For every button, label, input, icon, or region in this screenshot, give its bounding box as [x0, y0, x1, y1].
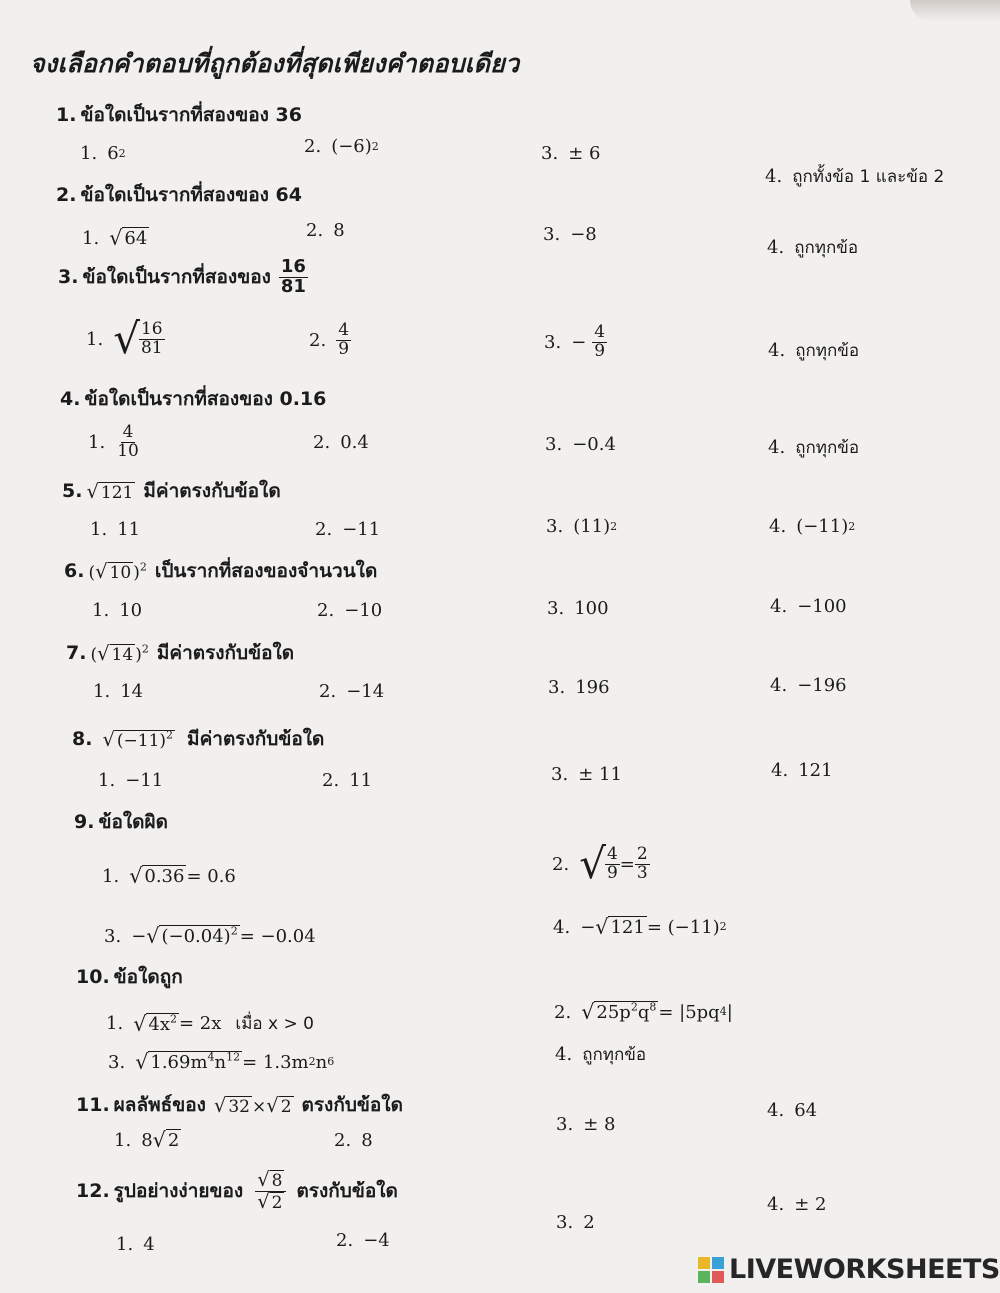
q12-option-4[interactable]: 4. ± 2 [767, 1194, 827, 1215]
q12-option-1[interactable]: 1. 4 [116, 1234, 155, 1255]
question-10: 10. ข้อใดถูก [76, 966, 183, 988]
question-1: 1. ข้อใดเป็นรากที่สองของ 36 [56, 104, 302, 126]
q4-option-3[interactable]: 3. −0.4 [545, 434, 616, 455]
page-title: จงเลือกคำตอบที่ถูกต้องที่สุดเพียงคำตอบเดียว [30, 49, 520, 78]
q3-option-2[interactable]: 2. $\frac{4}{9}$ [309, 320, 350, 359]
q5-option-3[interactable]: 3. (11) 2 [546, 516, 618, 537]
liveworksheets-logo [698, 1254, 1000, 1285]
question-9: 9. ข้อใดผิด [74, 811, 168, 833]
q8-option-3[interactable]: 3. ± 11 [551, 764, 622, 785]
q12-option-2[interactable]: 2. −4 [336, 1230, 390, 1251]
q9-option-2[interactable]: 2. √ $\frac{4}{9}$ = $\frac{2}{3}$ [552, 839, 648, 888]
question-6: 6. (√ 10 )$^2$ เป็นรากที่สองของจำนวนใด [64, 559, 378, 583]
q1-option-1[interactable]: 1. 6 2 [80, 143, 126, 164]
q2-option-1[interactable]: 1. √ 64 [82, 226, 148, 250]
question-7: 7. (√ 14 )$^2$ มีค่าตรงกับข้อใด [66, 641, 295, 665]
q6-option-3[interactable]: 3. 100 [547, 598, 609, 619]
q2-option-4[interactable]: 4. ถูกทุกข้อ [767, 237, 859, 258]
q10-option-3[interactable]: 3. √ $1.69m^4n^{12}$ = 1.3m 2 n 6 [108, 1050, 335, 1074]
q11-option-2[interactable]: 2. 8 [334, 1130, 373, 1151]
q1-option-3[interactable]: 3. ± 6 [541, 143, 601, 164]
q4-option-1[interactable]: 1. $\frac{4}{10}$ [88, 422, 139, 461]
q7-option-1[interactable]: 1. 14 [93, 681, 144, 702]
q5-option-2[interactable]: 2. −11 [315, 519, 381, 540]
q11-option-3[interactable]: 3. ± 8 [556, 1114, 616, 1135]
q11-option-4[interactable]: 4. 64 [767, 1100, 818, 1121]
q5-option-4[interactable]: 4. (−11) 2 [769, 516, 856, 537]
question-12: 12. รูปอย่างง่ายของ $\frac{√ 8}{√ 2}$ ตรงกับข้อใด [76, 1168, 398, 1213]
question-4: 4. ข้อใดเป็นรากที่สองของ 0.16 [60, 388, 327, 410]
q9-option-4[interactable]: 4. − √ 121 = (−11) 2 [553, 915, 727, 939]
logo-square-2 [712, 1257, 724, 1269]
q2-option-3[interactable]: 3. −8 [543, 224, 597, 245]
q7-option-4[interactable]: 4. −196 [770, 675, 847, 696]
question-11: 11. ผลลัพธ์ของ √ 32 ×√ 2 ตรงกับข้อใด [76, 1093, 403, 1117]
logo-text: LIVEWORKSHEETS [729, 1254, 1000, 1285]
q8-option-1[interactable]: 1. −11 [98, 770, 164, 791]
q12-option-3[interactable]: 3. 2 [556, 1212, 595, 1233]
q9-option-1[interactable]: 1. √ 0.36 = 0.6 [102, 864, 236, 888]
question-2: 2. ข้อใดเป็นรากที่สองของ 64 [56, 184, 302, 206]
question-5: 5. √ 121 มีค่าตรงกับข้อใด [62, 479, 281, 503]
q3-option-4[interactable]: 4. ถูกทุกข้อ [768, 340, 860, 361]
q8-option-4[interactable]: 4. 121 [771, 760, 833, 781]
q5-option-1[interactable]: 1. 11 [90, 519, 141, 540]
q6-option-2[interactable]: 2. −10 [317, 600, 383, 621]
q4-option-4[interactable]: 4. ถูกทุกข้อ [768, 437, 860, 458]
q6-option-4[interactable]: 4. −100 [770, 596, 847, 617]
q7-option-3[interactable]: 3. 196 [548, 677, 610, 698]
q4-option-2[interactable]: 2. 0.4 [313, 432, 369, 453]
q11-option-1[interactable]: 1. 8 √ 2 [114, 1128, 180, 1152]
q6-option-1[interactable]: 1. 10 [92, 600, 143, 621]
question-8: 8. √ $(-11)^2$ มีค่าตรงกับข้อใด [72, 727, 325, 751]
q10-option-1[interactable]: 1. √ $4x^2$ = 2x เมื่อ x > 0 [106, 1011, 314, 1036]
logo-square-3 [698, 1271, 710, 1283]
logo-square-4 [712, 1271, 724, 1283]
logo-square-1 [698, 1257, 710, 1269]
q1-option-4[interactable]: 4. ถูกทั้งข้อ 1 และข้อ 2 [765, 166, 945, 187]
q10-option-2[interactable]: 2. √ $25p^2q^8$ = |5pq 4 | [554, 1000, 733, 1024]
q7-option-2[interactable]: 2. −14 [319, 681, 385, 702]
q10-option-4[interactable]: 4. ถูกทุกข้อ [555, 1044, 647, 1065]
q8-option-2[interactable]: 2. 11 [322, 770, 373, 791]
question-3: 3. ข้อใดเป็นรากที่สองของ $\frac{16}{81}$ [58, 256, 306, 297]
q3-option-3[interactable]: 3. − $\frac{4}{9}$ [544, 322, 606, 361]
page-corner-shadow [910, 0, 1000, 22]
q2-option-2[interactable]: 2. 8 [306, 220, 345, 241]
liveworksheets-logo-icon [698, 1257, 724, 1283]
q9-option-3[interactable]: 3. − √ $(-0.04)^2$ = −0.04 [104, 924, 316, 948]
q3-option-1[interactable]: 1. √ $\frac{16}{81}$ [86, 314, 163, 363]
q1-option-2[interactable]: 2. (−6) 2 [304, 136, 379, 157]
